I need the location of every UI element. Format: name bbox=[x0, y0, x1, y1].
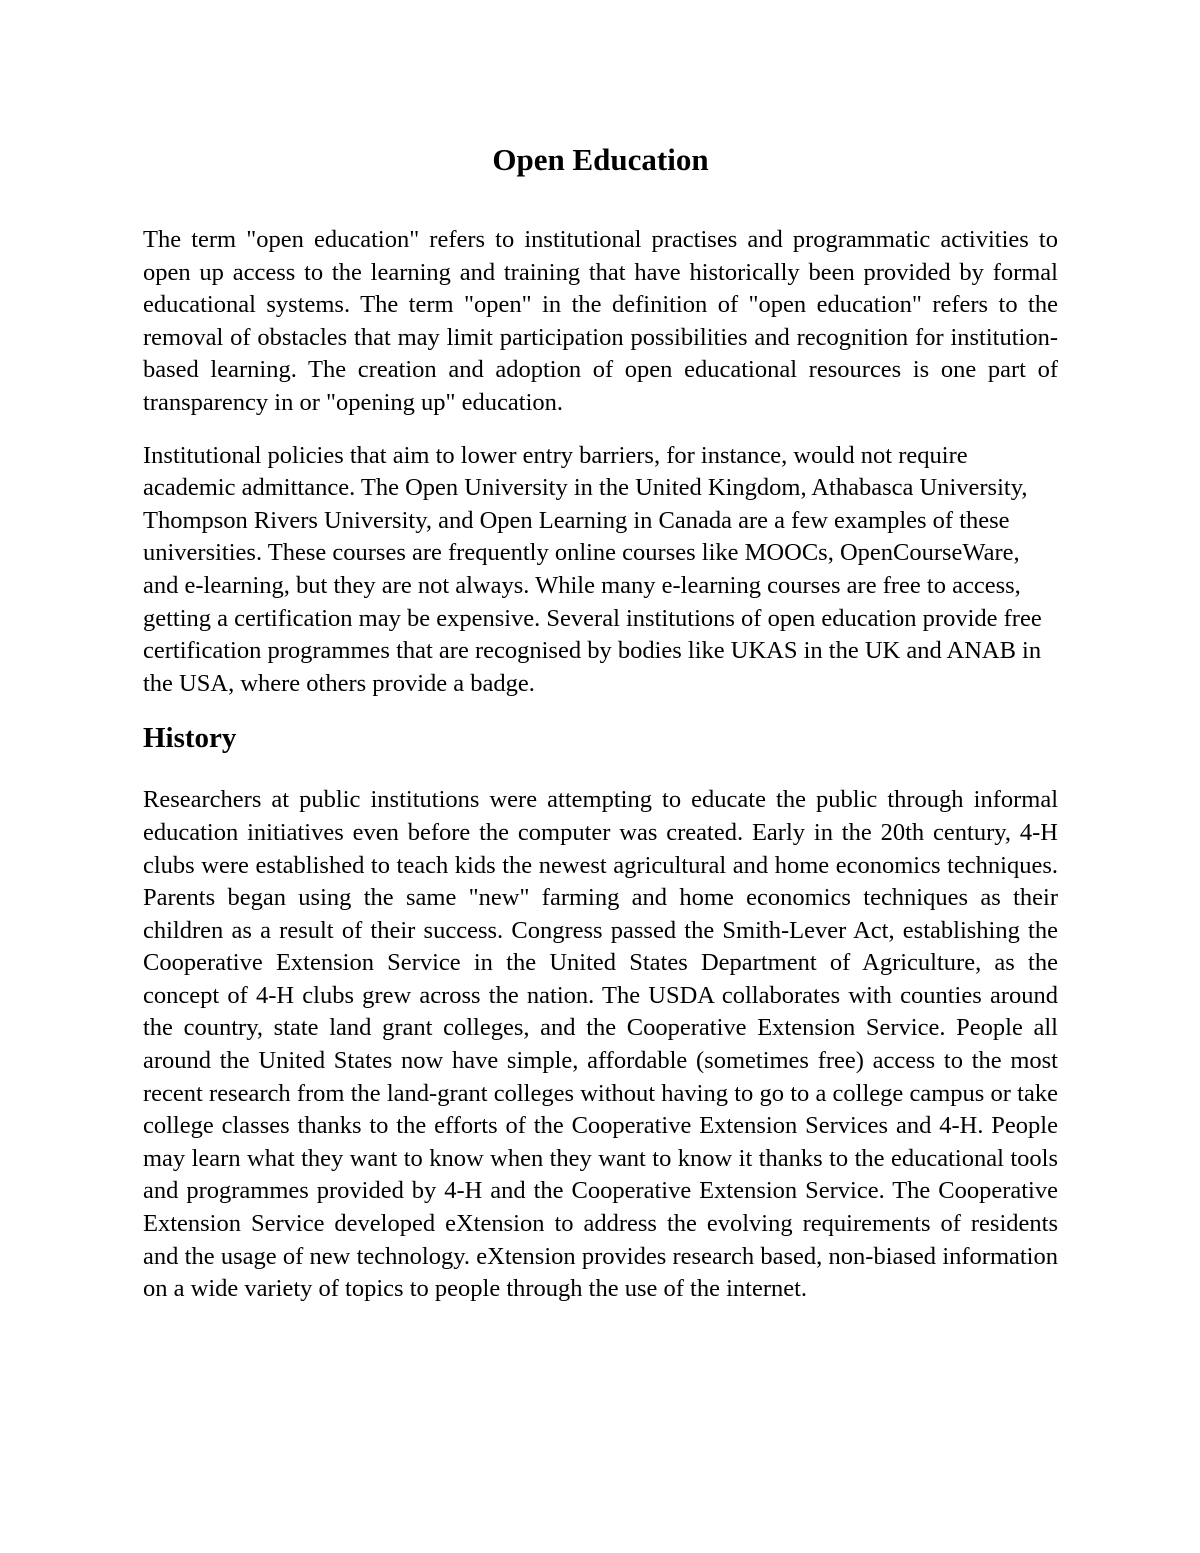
section-heading-history: History bbox=[143, 722, 237, 755]
intro-paragraph-1: The term "open education" refers to institutional practises and programmatic activities to open up access to the learning and training that have historically been provided by formal educational systems. The term "open" in the definition of "open education" refers to the removal of obstacles that may limit participation possibilities and recognition for institution-based learning. The creation and adoption of open educational resources is one part of transparency in or "opening up" education. bbox=[143, 226, 1058, 416]
intro-paragraph-2: Institutional policies that aim to lower entry barriers, for instance, would not require academic admittance. The Open University in the United Kingdom, Athabasca University, Thompson Rivers University, and Open Learning in Canada are a few examples of these universities. These courses are frequently online courses like MOOCs, OpenCourseWare, and e-learning, but they are not always. While many e-learning courses are free to access, getting a certification may be expensive. Several institutions of open education provide free certification programmes that are recognised by bodies like UKAS in the UK and ANAB in the USA, where others provide a badge. bbox=[143, 441, 1042, 697]
document-title: Open Education bbox=[492, 142, 709, 177]
document-body bbox=[143, 138, 1058, 1326]
history-paragraph: Researchers at public institutions were attempting to educate the public through informal education initiatives even before the computer was created. Early in the 20th century, 4-H clubs were established to teach kids the newest agricultural and home economics techniques. Parents began using the same "new" farming and home economics techniques as their children as a result of their success. Congress passed the Smith-Lever Act, establishing the Cooperative Extension Service in the United States Department of Agriculture, as the concept of 4-H clubs grew across the nation. The USDA collaborates with counties around the country, state land grant colleges, and the Cooperative Extension Service. People all around the United States now have simple, affordable (sometimes free) access to the most recent research from the land-grant colleges without having to go to a college campus or take college classes thanks to the efforts of the Cooperative Extension Services and 4-H. People may learn what they want to know when they want to know it thanks to the educational tools and programmes provided by 4-H and the Cooperative Extension Service. The Cooperative Extension Service developed eXtension to address the evolving requirements of residents and the usage of new technology. eXtension provides research based, non-biased information on a wide variety of topics to people through the use of the internet. bbox=[143, 786, 1058, 1303]
